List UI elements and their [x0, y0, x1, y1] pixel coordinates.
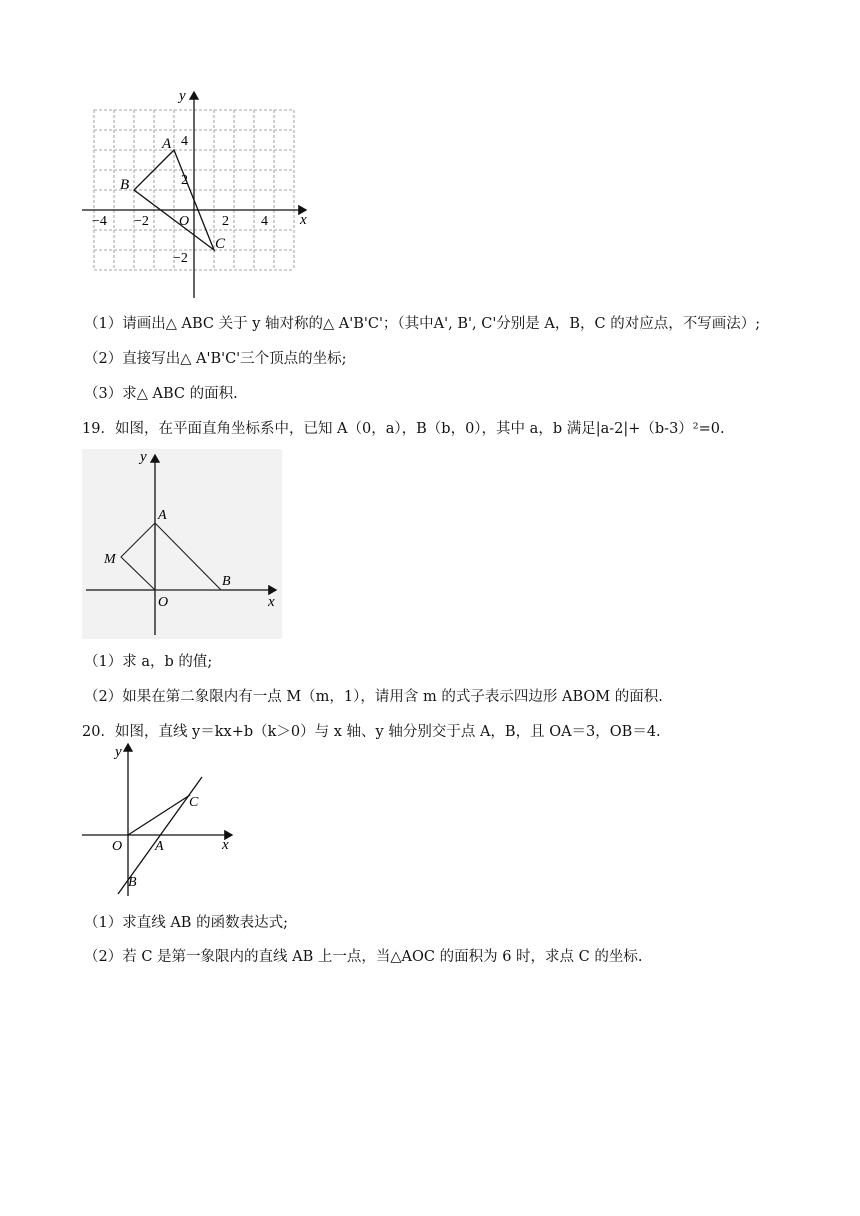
segment-oc: [128, 795, 190, 835]
y-tick-label: 2: [181, 173, 188, 188]
point-label-c: C: [189, 795, 199, 810]
point-label-m: M: [104, 552, 116, 567]
figure-triangle-grid: [78, 86, 318, 302]
q20-stem: 20．如图，直线 y＝kx+b（k＞0）与 x 轴、y 轴分别交于点 A，B，且 OA＝3，OB＝4.: [82, 724, 661, 740]
x-axis-label: x: [300, 212, 307, 228]
q18-part3: （3）求△ ABC 的面积.: [84, 386, 238, 402]
figure-quadrilateral-abom: [82, 449, 282, 639]
origin-label: O: [158, 595, 169, 610]
point-label-a: A: [155, 839, 164, 854]
x-axis-label: x: [222, 837, 229, 853]
x-tick-label: 4: [261, 214, 268, 229]
x-tick-label: 2: [222, 214, 229, 229]
point-label-b: B: [120, 177, 130, 193]
y-tick-label: −2: [173, 251, 188, 266]
x-axis-label: x: [268, 594, 275, 610]
point-label-a: A: [158, 508, 167, 523]
point-label-a: A: [162, 136, 172, 152]
figure-background: [82, 449, 282, 639]
q19-part2: （2）如果在第二象限内有一点 M（m，1），请用含 m 的式子表示四边形 ABOM 的面积.: [84, 689, 663, 705]
q20-part1: （1）求直线 AB 的函数表达式;: [84, 915, 288, 931]
y-axis-label: y: [115, 744, 122, 760]
q19-part1: （1）求 a，b 的值;: [84, 654, 213, 670]
q20-part2: （2）若 C 是第一象限内的直线 AB 上一点，当△AOC 的面积为 6 时，求点 C 的坐标.: [84, 949, 643, 965]
origin-label: O: [179, 214, 190, 229]
y-axis-label: y: [179, 88, 186, 104]
x-tick-label: −4: [92, 214, 107, 229]
x-tick-label: −2: [134, 214, 149, 229]
point-label-b: B: [222, 574, 231, 589]
figure-line-ab: [82, 742, 242, 898]
point-label-b: B: [128, 875, 137, 890]
y-tick-label: 4: [181, 134, 188, 149]
q19-stem: 19．如图，在平面直角坐标系中，已知 A（0，a），B（b，0），其中 a，b 满足|a-2|+（b-3）²=0.: [82, 421, 725, 437]
y-axis-label: y: [140, 449, 147, 465]
point-label-c: C: [215, 236, 226, 252]
origin-label: O: [112, 839, 123, 854]
q18-part2: （2）直接写出△ A'B'C'三个顶点的坐标;: [84, 351, 347, 367]
q18-part1: （1）请画出△ ABC 关于 y 轴对称的△ A'B'C'；（其中A', B', C'分别是 A，B，C 的对应点，不写画法）;: [84, 316, 761, 332]
